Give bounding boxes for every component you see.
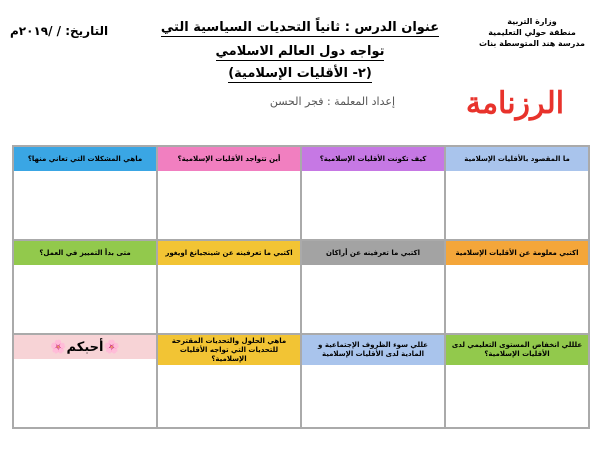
- school-header: [472, 16, 592, 49]
- cell-label: ماهي المشكلات التي تعاني منها؟: [14, 147, 156, 171]
- cell-fact[interactable]: [445, 240, 589, 334]
- cell-problems[interactable]: [13, 146, 157, 240]
- ministry-name: وزارة التربية: [507, 17, 557, 26]
- cell-formation[interactable]: [301, 146, 445, 240]
- cell-label: متى بدأ التمييز في العمل؟: [14, 241, 156, 265]
- cell-label: اكتبي ما تعرفينه عن شينجيانغ اويغور: [158, 241, 300, 265]
- lesson-title-line2-text: تواجه دول العالم الاسلامي: [215, 44, 385, 59]
- cell-arakan[interactable]: [301, 240, 445, 334]
- cell-love: [13, 334, 157, 428]
- cell-label: اكتبي معلومة عن الأقليات الإسلامية: [446, 241, 588, 265]
- cell-label: ما المقصود بالأقليات الإسلامية: [446, 147, 588, 171]
- lesson-title-text: عنوان الدرس : ثانياً التحديات السياسية التي: [160, 20, 440, 35]
- cell-meaning[interactable]: [445, 146, 589, 240]
- cell-label: اكتبي ما تعرفينه عن أراكان: [302, 241, 444, 265]
- school-name: مدرسة هند المتوسطة بنات: [479, 39, 585, 48]
- calendar-logo: الرزنامة: [465, 86, 565, 121]
- cell-discrimination[interactable]: [13, 240, 157, 334]
- cell-label: ماهي الحلول والتحديات المقترحة للتحديات التي تواجه الأقليات الإسلامية؟: [158, 335, 300, 365]
- cell-label: كيف تكونت الأقليات الإسلامية؟: [302, 147, 444, 171]
- cell-conditions[interactable]: [301, 334, 445, 428]
- lesson-subtitle: [150, 66, 450, 81]
- cell-label: علللي انخفاض المستوى التعليمي لدى الأقليات الإسلامية؟: [446, 335, 588, 365]
- district-name: منطقة حولي التعليمية: [488, 28, 576, 37]
- cell-solutions[interactable]: [157, 334, 301, 428]
- cell-xinjiang[interactable]: [157, 240, 301, 334]
- cell-education[interactable]: [445, 334, 589, 428]
- teacher-name: إعداد المعلمة : فجر الحسن: [269, 95, 395, 108]
- cell-label: عللي سوء الظروف الإجتماعية و المادية لدى الأقليات الإسلامية: [302, 335, 444, 365]
- lesson-title: [150, 20, 450, 35]
- lesson-title-line2: [150, 44, 450, 59]
- cell-label: أين تتواجد الأقليات الإسلامية؟: [158, 147, 300, 171]
- love-label: 🌸أحبكم🌸: [14, 335, 156, 359]
- cell-locations[interactable]: [157, 146, 301, 240]
- worksheet-grid: [12, 145, 590, 429]
- date-field[interactable]: التاريخ: / /٢٠١٩م: [10, 24, 109, 38]
- lesson-subtitle-text: (٢- الأقليات الإسلامية): [228, 66, 372, 81]
